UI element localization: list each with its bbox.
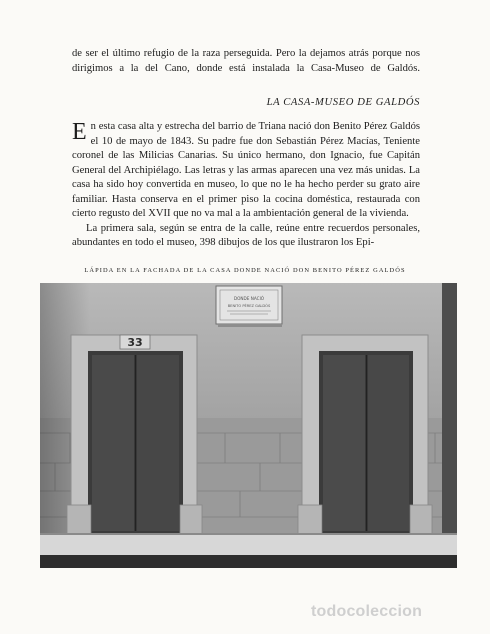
- watermark-logo: todocoleccion: [311, 603, 423, 620]
- drop-cap: E: [72, 119, 87, 145]
- paragraph-2: La primera sala, según se entra de la calle, reúne entre recuerdos personales, abundantes en todo el museo, 398 dibujos de los que ilustraron los Epi-: [72, 222, 420, 248]
- article-body: [72, 120, 420, 251]
- photo-caption: LÁPIDA EN LA FACHADA DE LA CASA DONDE NACIÓ DON BENITO PÉREZ GALDÓS: [84, 267, 406, 274]
- paragraph-1-text: n esta casa alta y estrecha del barrio de Triana nació don Benito Pérez Galdós el 10 de mayo de 1843. Su padre fue don Sebastián Pérez Macías, Teniente coronel de las Milicias Canarias. Su único hermano, don Ignacio, fue Capitán General del Archipiélago. Las letras y las armas aparecen una vez más unidas. La casa ha sido hoy convertida en museo, lo que no le ha hecho perder su grato aire familiar. Hasta conserva en el primer piso la cocina doméstica, restaurada con cierto regusto del XVII que no va mal a la ambientación general de la vivienda.: [72, 121, 420, 219]
- top-paragraph: de ser el último refugio de la raza perseguida. Pero la dejamos atrás porque nos dirigimos a la del Cano, donde está instalada la Casa-Museo de Galdós.: [72, 48, 420, 74]
- section-heading: LA CASA-MUSEO DE GALDÓS: [266, 97, 420, 108]
- plaque-line-2: BENITO PÉREZ GALDÓS: [227, 304, 271, 308]
- house-facade-photo: [40, 283, 457, 568]
- plaque-line-1: DONDE NACIÓ: [233, 296, 265, 301]
- facade-illustration: [40, 283, 457, 568]
- paragraph-1: [72, 120, 420, 222]
- house-number: 33: [127, 336, 143, 349]
